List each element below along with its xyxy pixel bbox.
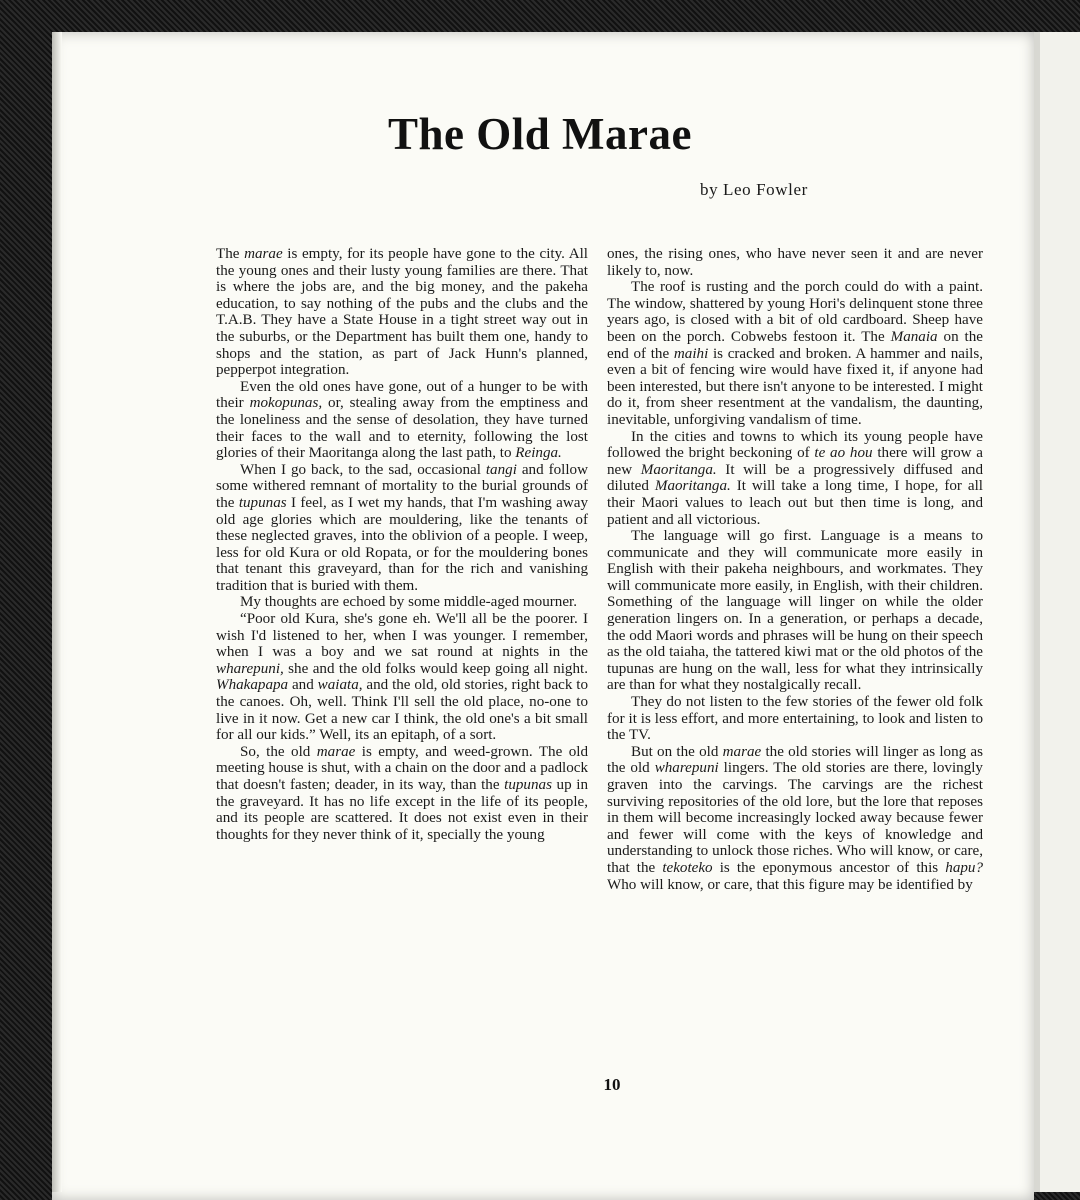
text-run: is empty, for its people have gone to the city. All the young ones and their lusty young families are there. That is where the jobs are, and the big money, and the pakeha education, to say nothing of the pubs and the clubs and the T.A.B. They have a State House in a tight street way out in the suburbs, or the Department has built them one, handy to shops and the station, as part of Jack Hunn's planned, pepperpot integration. bbox=[216, 246, 588, 379]
text-run: The language will go first. Language is a means to communicate and they will communicate more easily in English with their pakeha neighbours, and workmates. They will communicate more easily, in English, with their children. Something of the language will linger on while the older generation lingers on. In a generation, or perhaps a decade, the odd Maori words and phrases will be hung on their speech as the old taiaha, the tattered kiwi mat or the old photos of the tupunas are hung on the wall, less for what they intrinsically are than for what they nostalgically recall. bbox=[607, 528, 983, 694]
paragraph bbox=[216, 594, 588, 611]
italic-text: te ao hou bbox=[814, 445, 873, 462]
text-run: The bbox=[216, 246, 245, 262]
text-run: My thoughts are echoed by some middle-aged mourner. bbox=[240, 594, 578, 611]
text-run: there will grow a new bbox=[607, 445, 983, 478]
text-run: It will be a progressively diffused and diluted bbox=[607, 461, 983, 495]
paragraph bbox=[216, 246, 588, 379]
italic-text: maihi bbox=[673, 345, 709, 362]
text-run: up in the graveyard. It has no life except in the life of its people, and its people are scattered. It does not exist even in their thoughts for they never think of it, specially the young bbox=[216, 777, 588, 843]
paragraph bbox=[607, 744, 983, 893]
page-left-edge bbox=[52, 32, 62, 1192]
italic-text: Maoritanga. bbox=[654, 478, 731, 495]
italic-text: Manaia bbox=[890, 328, 938, 345]
italic-text: Maoritanga. bbox=[640, 461, 717, 478]
text-run: ones, the rising ones, who have never seen it and are never likely to, now. bbox=[607, 246, 983, 279]
next-page-edge bbox=[1034, 32, 1080, 1192]
left-text-column bbox=[216, 246, 588, 843]
text-run: is the eponymous ancestor of this bbox=[712, 859, 946, 876]
text-run: the old stories will linger as long as the old bbox=[607, 743, 983, 777]
text-run: It will take a long time, I hope, for all their Maori values to leach out but then time is long, and patient and all victorious. bbox=[607, 478, 983, 528]
italic-text: waiata, bbox=[317, 677, 363, 694]
text-run: In the cities and towns to which its young people have followed the bright beckoning of bbox=[607, 428, 983, 462]
page-number: 10 bbox=[603, 1075, 621, 1094]
italic-text: marae bbox=[244, 246, 283, 262]
text-run: is empty, and weed-grown. The old meeting house is shut, with a chain on the door and a padlock that doesn't fasten; deader, in its way, than the bbox=[216, 743, 589, 793]
italic-text: marae bbox=[316, 743, 356, 760]
paragraph bbox=[607, 528, 983, 694]
text-run: is cracked and broken. A hammer and nails, even a bit of fencing wire would have fixed it, if anyone had been interested, but there isn't anyone to be interested. I might do it, from sheer resentment at the vandalism, the daunting, inevitable, unforgiving vandalism of time. bbox=[607, 345, 983, 428]
right-text-column bbox=[607, 246, 983, 893]
italic-text: hapu? bbox=[945, 859, 983, 876]
paragraph bbox=[216, 744, 588, 844]
article-title: The Old Marae bbox=[388, 109, 692, 159]
paragraph bbox=[607, 279, 983, 428]
text-run: she and the old folks would keep going all night. bbox=[283, 660, 588, 677]
paragraph bbox=[607, 694, 983, 744]
text-run: So, the old bbox=[240, 743, 317, 760]
text-run: When I go back, to the sad, occasional bbox=[240, 461, 486, 478]
text-run: Who will know, or care, that this figure may be identified by bbox=[607, 876, 973, 893]
text-run: The roof is rusting and the porch could do with a paint. The window, shattered by young Hori's delinquent stone three years ago, is closed with a bit of old cardboard. Sheep have been on the porch. Cobwebs festoon it. The bbox=[607, 279, 983, 345]
paragraph bbox=[607, 246, 983, 279]
italic-text: Reinga. bbox=[515, 445, 562, 462]
paragraph bbox=[607, 429, 983, 529]
italic-text: tupunas bbox=[238, 494, 287, 511]
italic-text: tupunas bbox=[504, 777, 552, 793]
text-run: and follow some withered remnant of mortality to the burial grounds of the bbox=[216, 461, 589, 511]
text-run: lingers. The old stories are there, lovingly graven into the carvings. The carvings are the richest surviving repositories of the old lore, but the lore that reposes in them will become increasingly locked away because fewer and fewer will come with the keys of knowledge and understanding to unlock those riches. Who will know, or care, that the bbox=[607, 760, 983, 876]
text-run: They do not listen to the few stories of the fewer old folk for it is less effort, and more entertaining, to look and listen to the TV. bbox=[607, 694, 983, 744]
text-run: or, stealing away from the emptiness and the loneliness and the sense of desolation, they have turned their faces to the wall and to eternity, following the lost glories of their Maoritanga along the last path, to bbox=[216, 395, 588, 462]
italic-text: Whakapapa bbox=[216, 677, 289, 694]
text-run: and bbox=[288, 677, 318, 694]
italic-text: tangi bbox=[485, 461, 517, 478]
paragraph bbox=[216, 462, 588, 595]
italic-text: tekoteko bbox=[662, 859, 713, 876]
article-byline: by Leo Fowler bbox=[700, 180, 808, 199]
italic-text: wharepuni, bbox=[216, 660, 284, 677]
text-run: I feel, as I wet my hands, that I'm washing away old age glories which are mouldering, like the tenants of these neglected graves, into the oblivion of a people. I weep, less for old Kura or old Ropata, or for the mouldering bones that tenant this graveyard, than for the rich and vanishing tradition that is buried with them. bbox=[216, 494, 588, 594]
italic-text: mokopunas, bbox=[249, 395, 323, 412]
text-run: and the old, old stories, right back to the canoes. Oh, well. Think I'll sell the old place, no-one to live in it now. Get a new car I think, the old one's a bit small for all our kids.” Well, its an epitaph, of a sort. bbox=[216, 677, 588, 744]
text-run: on the end of the bbox=[607, 328, 983, 362]
text-run: But on the old bbox=[631, 743, 723, 760]
text-run: “Poor old Kura, she's gone eh. We'll all be the poorer. I wish I'd listened to her, when I was younger. I remember, when I was a boy and we sat round at nights in the bbox=[216, 611, 588, 661]
italic-text: marae bbox=[722, 743, 762, 760]
paragraph bbox=[216, 379, 588, 462]
italic-text: wharepuni bbox=[654, 760, 719, 777]
paragraph bbox=[216, 611, 588, 744]
text-run: Even the old ones have gone, out of a hunger to be with their bbox=[216, 378, 588, 412]
